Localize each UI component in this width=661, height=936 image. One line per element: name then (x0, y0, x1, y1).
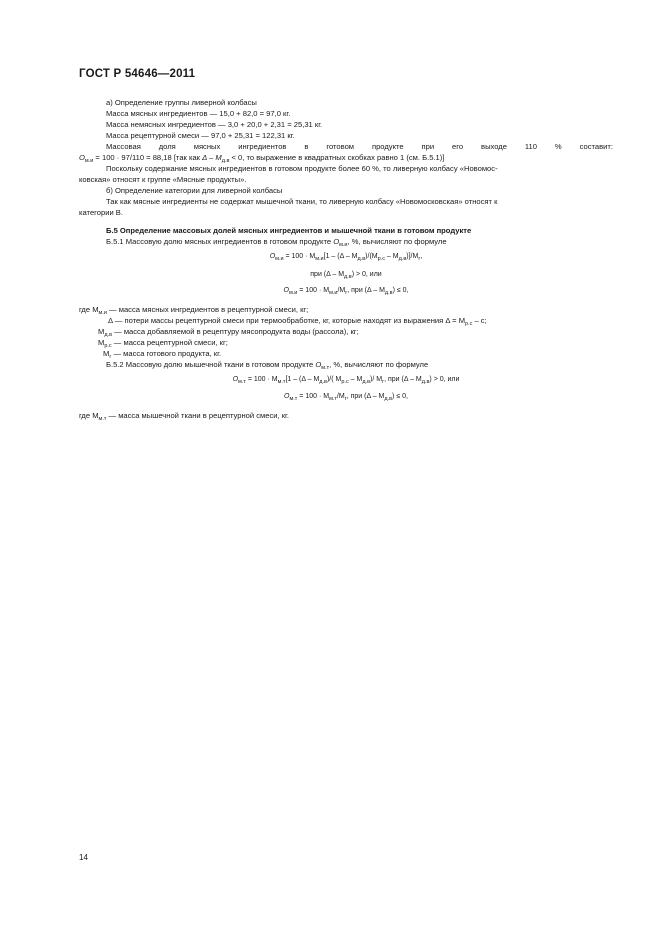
text-line: ковская» относят к группе «Мясные продукты». (79, 175, 247, 184)
section-b-title: б) Определение категории для ливерной колбасы (106, 186, 283, 195)
text-line: Масса немясных ингредиентов — 3,0 + 20,0 + 2,31 = 25,31 кг. (106, 120, 323, 129)
text-line: Масса рецептурной смеси — 97,0 + 25,31 = 122,31 кг. (106, 131, 295, 140)
text-line: Масса мясных ингредиентов — 15,0 + 82,0 = 97,0 кг. (106, 109, 291, 118)
where-line: $М_г$ — масса готового продукта, кг. (103, 349, 222, 360)
text-line: Так как мясные ингредиенты не содержат мышечной ткани, то ливерную колбасу «Новомосковская» относят к (106, 197, 498, 206)
standard-header: ГОСТ Р 54646—2011 (79, 68, 196, 80)
text-line: Б.5.1 Массовую долю мясных ингредиентов в готовом продукте $О_{м.и}$, %, вычисляют по формуле (106, 237, 447, 248)
where-line: $М_{д.в}$ — масса добавляемой в рецептуру мясопродукта воды (рассола), кг; (98, 327, 359, 338)
formula-3: $О_{м.т} = 100 \cdot М_{м.т}[1 - (\Delta - М_{д.в})/$( $М_{р.с} - М_{д.в})/$ $М_г$, при $(\Delta - М_{д.в}) > 0$, или (232, 376, 460, 385)
where-line: где $М_{м.и}$ — масса мясных ингредиентов в рецептурной смеси, кг; (79, 305, 309, 316)
text-line: Б.5.2 Массовую долю мышечной ткани в готовом продукте $О_{м.т}$, %, вычисляют по формуле (106, 360, 429, 371)
section-b5-heading: Б.5 Определение массовых долей мясных ингредиентов и мышечной ткани в готовом продукте (106, 226, 472, 235)
formula-4: $О_{м.т} = 100 \cdot М_{м.т}/М_г$, при $(\Delta - М_{д.в}) \le 0$, (284, 393, 408, 402)
text-line: Массовая доля мясных ингредиентов в готовом продукте при его выходе 110 % составит: (106, 142, 613, 151)
where-line: $М_{р.с}$ — масса рецептурной смеси, кг; (98, 338, 228, 349)
text-line: $О_{м.и} = 100 \cdot 97/110 = 88,18$ [так как $\Delta - М_{д.в} < 0$, то выражение в квадратных скобках равно 1 (см. Б.5.1)] (79, 153, 445, 164)
text-line: Поскольку содержание мясных ингредиентов в готовом продукте более 60 %, то ливерную колбасу «Новомос- (106, 164, 498, 173)
formula-1: $О_{м.и} = 100 \cdot М_{м.и}[1 - (\Delta - М_{д.в})/(М_{р.с} - М_{д.в})]/М_г$, (269, 253, 423, 262)
section-a-title: а) Определение группы ливерной колбасы (106, 98, 257, 107)
page-number: 14 (79, 853, 88, 862)
where-line: Δ — потери массы рецептурной смеси при термообработке, кг, которые находят из выражения $\Delta = М_{р.с} - с$; (108, 316, 487, 327)
where-line: где $М_{м.т}$ — масса мышечной ткани в рецептурной смеси, кг. (79, 411, 289, 422)
formula-2: $О_{м.и} = 100 \cdot М_{м.и}/М_г$, при $(\Delta - М_{д.в}) \le 0$, (283, 287, 409, 296)
formula-1-condition: при $(\Delta - М_{д.в}) > 0$, или (310, 271, 382, 280)
text-line: категории В. (79, 208, 123, 217)
